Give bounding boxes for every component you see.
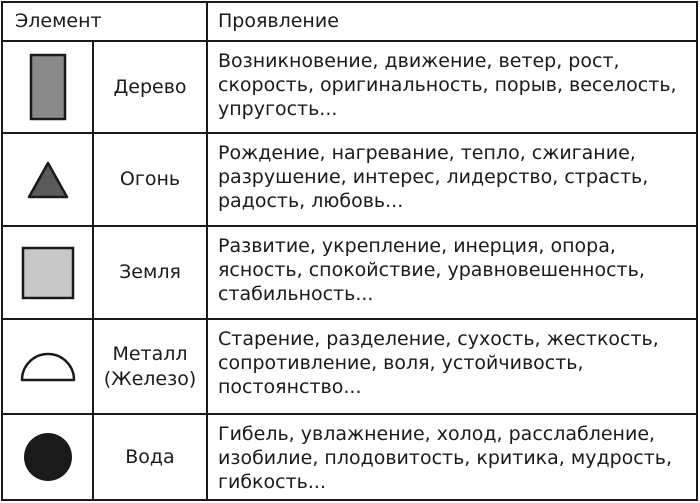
table-row-water	[3, 413, 696, 499]
element-name-text: Огонь	[119, 168, 181, 190]
element-name-fire	[94, 134, 208, 225]
earth-square-icon	[20, 245, 76, 301]
element-name-text: Вода	[125, 445, 175, 468]
element-name-earth	[94, 227, 208, 318]
element-desc-metal: Старение, разделение, сухость, жесткость, сопротивление, воля, устойчивость, постоянство...	[218, 328, 659, 398]
table-row-metal	[3, 318, 696, 413]
element-desc-wood: Возникновение, движение, ветер, рост, скорость, оригинальность, порыв, веселость, упругость...	[218, 50, 677, 120]
element-name-text: Дерево	[113, 75, 187, 98]
fire-icon-cell	[3, 134, 94, 225]
wood-rectangle-icon	[28, 52, 68, 122]
element-desc-fire: Рождение, нагревание, тепло, сжигание, разрушение, интерес, лидерство, страсть, радость, любовь...	[218, 142, 649, 212]
water-circle-icon	[22, 431, 74, 483]
element-desc-earth: Развитие, укрепление, инерция, опора, ясность, спокойствие, уравновешенность, стабильность...	[218, 235, 645, 305]
table-row-wood	[3, 42, 696, 132]
elements-table	[1, 1, 698, 501]
metal-semicircle-icon	[19, 351, 77, 383]
element-name-wood	[94, 42, 208, 132]
element-desc-water: Гибель, увлажнение, холод, расслабление, изобилие, плодовитость, критика, мудрость, гибкость...	[218, 423, 673, 493]
element-name-water	[94, 415, 208, 499]
element-name-metal	[94, 320, 208, 413]
water-icon-cell	[3, 415, 94, 499]
header-manifestation: Проявление	[218, 10, 339, 32]
element-name-text: Металл (Железо)	[103, 342, 197, 390]
table-row-fire	[3, 132, 696, 225]
metal-icon-cell	[3, 320, 94, 413]
wood-icon-cell	[3, 42, 94, 132]
earth-icon-cell	[3, 227, 94, 318]
header-element: Элемент	[3, 3, 208, 40]
table-header	[3, 3, 696, 42]
fire-triangle-icon	[26, 160, 70, 200]
element-name-text: Земля	[119, 261, 181, 283]
table-row-earth	[3, 225, 696, 318]
